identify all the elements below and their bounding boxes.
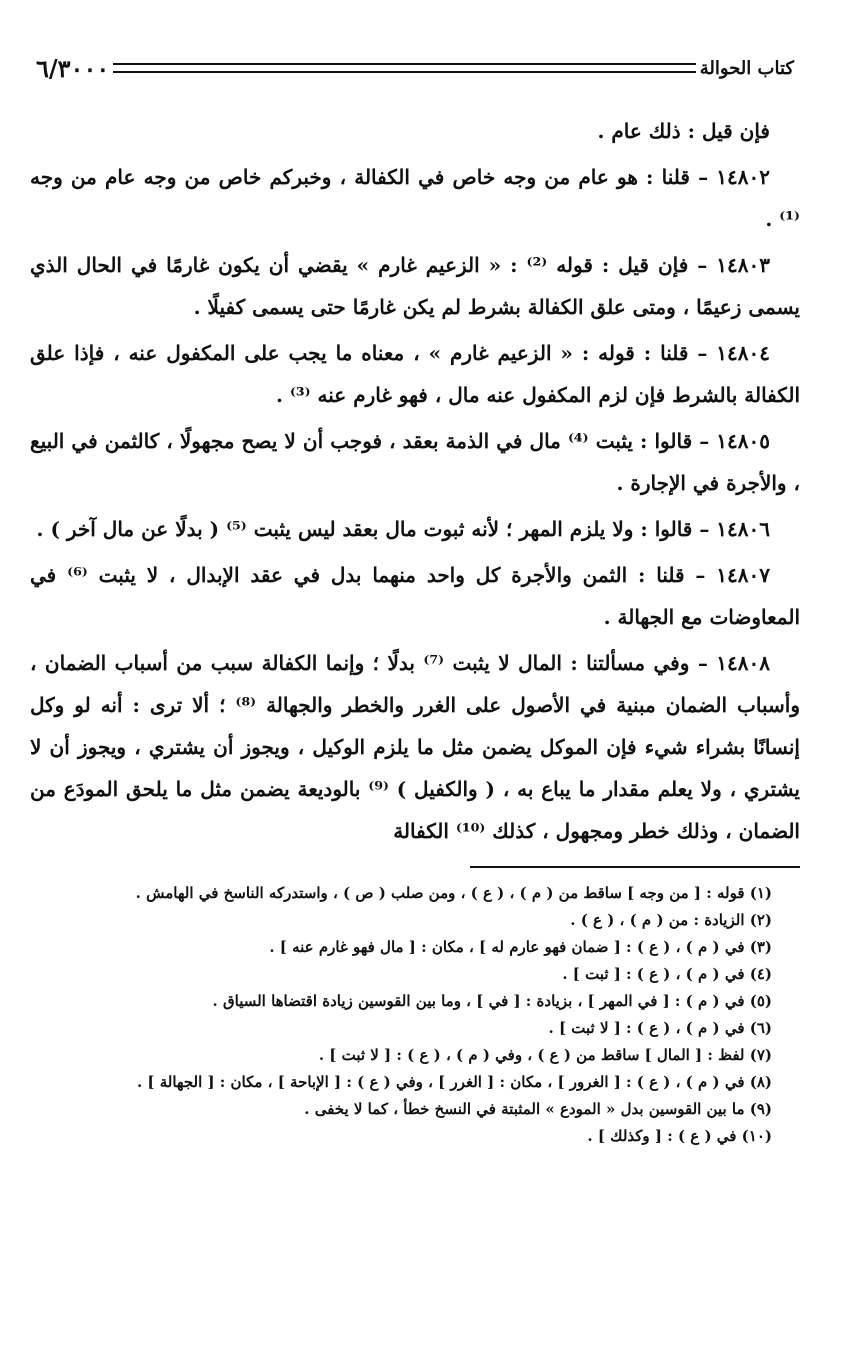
paragraph: ١٤٨٠٨ – وفي مسألتنا : المال لا يثبت ⁽⁷⁾ بدلًا ؛ وإنما الكفالة سبب من أسباب الضمان ، وأسباب الضمان مبنية في الأصول على الغرر والخطر والجهالة ⁽⁸⁾ ؛ ألا ترى : أنه لو وكل إنسانًا بشراء شيء فإن الموكل يضمن مثل ما يلزم الوكيل ، ويجوز أن يشتري ، ويجوز أن لا يشتري ، ولا يعلم مقدار ما يباع به ، ( والكفيل ) ⁽⁹⁾ بالوديعة يضمن مثل ما يلحق المودَع من الضمان ، وذلك خطر ومجهول ، كذلك ⁽¹⁰⁾ الكفالة	[30, 651, 800, 843]
footnote: (٤) في ( م ) ، ( ع ) : [ ثبت ] .	[562, 965, 772, 983]
page-header	[30, 48, 800, 88]
paragraph: ١٤٨٠٦ – قالوا : ولا يلزم المهر ؛ لأنه ثبوت مال بعقد ليس يثبت ⁽⁵⁾ ( بدلًا عن مال آخر ) .	[36, 517, 770, 541]
paragraph: ١٤٨٠٣ – فإن قيل : قوله ⁽²⁾ : « الزعيم غارم » يقضي أن يكون غارمًا في الحال الذي يسمى زعيمًا ، ومتى علق الكفالة بشرط لم يكن غارمًا حتى يسمى كفيلًا .	[30, 253, 800, 319]
footnote: (١) قوله : [ من وجه ] ساقط من ( م ) ، ( ع ) ، ومن صلب ( ص ) ، واستدركه الناسخ في الهامش .	[135, 884, 772, 902]
footnote: (٣) في ( م ) ، ( ع ) : [ ضمان فهو عارم له ] ، مكان : [ مال فهو غارم عنه ] .	[269, 938, 772, 956]
page-number: ٦/٣٠٠٠	[36, 53, 110, 83]
paragraph: فإن قيل : ذلك عام .	[597, 119, 770, 143]
paragraph: ١٤٨٠٤ – قلنا : قوله : « الزعيم غارم » ، معناه ما يجب على المكفول عنه ، فإذا علق الكفالة بالشرط فإن لزم المكفول عنه مال ، فهو غارم عنه ⁽³⁾ .	[30, 341, 800, 407]
footnote: (١٠) في ( ع ) : [ وكذلك ] .	[587, 1127, 772, 1145]
footnote-divider	[470, 866, 800, 868]
footnote: (٥) في ( م ) : [ في المهر ] ، بزيادة : [ في ] ، وما بين القوسين زيادة اقتضاها السياق .	[212, 992, 772, 1010]
footnote: (٧) لفظ : [ المال ] ساقط من ( ع ) ، وفي ( م ) ، ( ع ) : [ لا ثبت ] .	[318, 1046, 772, 1064]
running-title: كتاب الحوالة	[699, 57, 794, 79]
footnotes	[30, 880, 800, 1150]
paragraph: ١٤٨٠٥ – قالوا : يثبت ⁽⁴⁾ مال في الذمة بعقد ، فوجب أن لا يصح مجهولًا ، كالثمن في البيع ، والأجرة في الإجارة .	[30, 429, 800, 495]
footnote: (٢) الزيادة : من ( م ) ، ( ع ) .	[570, 911, 772, 929]
footnote: (٩) ما بين القوسين بدل « المودع » المثبتة في النسخ خطأ ، كما لا يخفى .	[304, 1100, 772, 1118]
main-text	[30, 110, 800, 852]
footnote: (٨) في ( م ) ، ( ع ) : [ الغرور ] ، مكان : [ الغرر ] ، وفي ( ع ) : [ الإباحة ] ، مكان : [ الجهالة ] .	[136, 1073, 772, 1091]
document-page	[30, 48, 800, 1308]
paragraph: ١٤٨٠٢ – قلنا : هو عام من وجه خاص في الكفالة ، وخبركم خاص من وجه عام من وجه ⁽¹⁾ .	[30, 165, 800, 231]
header-rule	[113, 63, 696, 73]
footnote: (٦) في ( م ) ، ( ع ) : [ لا ثبت ] .	[548, 1019, 772, 1037]
paragraph: ١٤٨٠٧ – قلنا : الثمن والأجرة كل واحد منهما بدل في عقد الإبدال ، لا يثبت ⁽⁶⁾ في المعاوضات مع الجهالة .	[30, 563, 800, 629]
